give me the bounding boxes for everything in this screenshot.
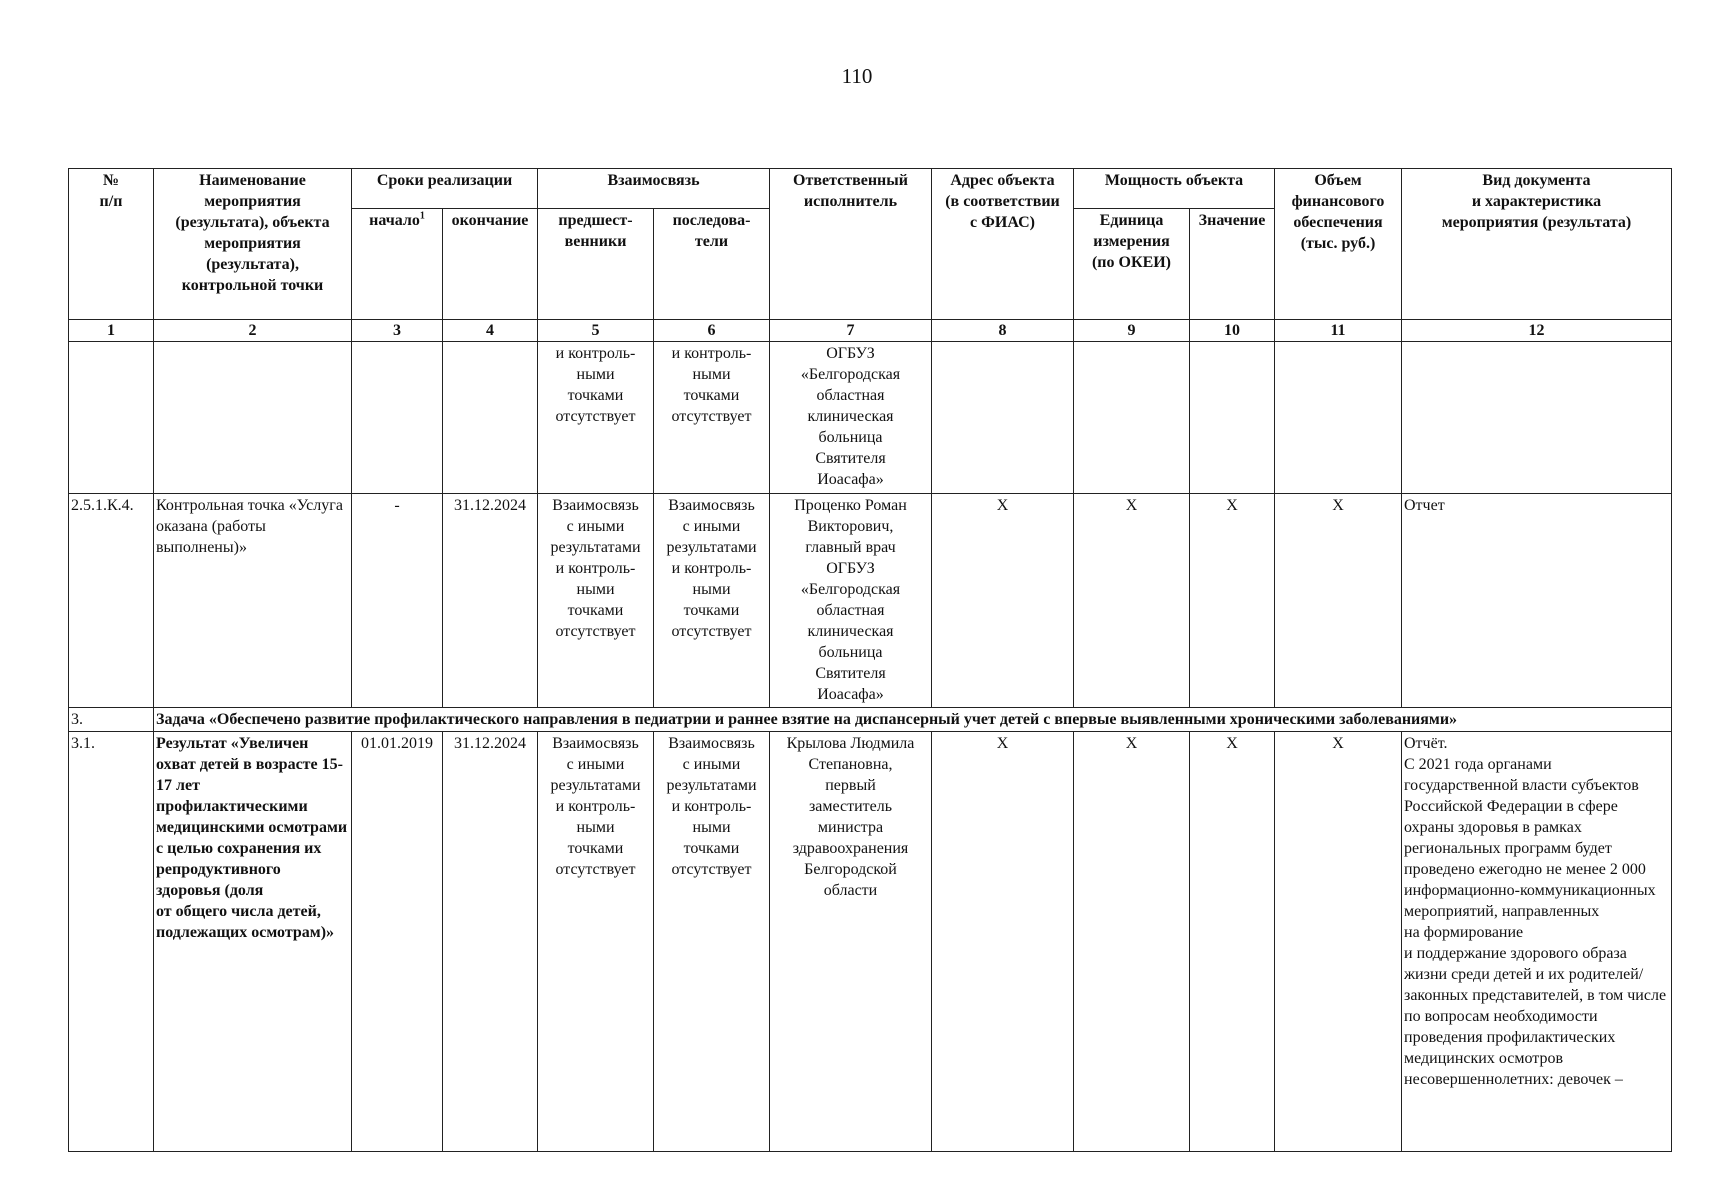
page-number: 110 [841,64,873,88]
table-row [69,732,1672,1152]
row-value: X [1190,732,1275,1152]
table-row [69,342,1672,494]
row-predecessors: Взаимосвязь с иными результатами и контроль- ными точками отсутствует [538,494,654,708]
column-number: 2 [154,320,352,342]
column-number: 5 [538,320,654,342]
row-financing: X [1275,732,1402,1152]
row-address [932,342,1074,494]
header-responsible: Ответственный исполнитель [770,169,932,320]
row-document: Отчет [1402,494,1672,708]
column-number: 7 [770,320,932,342]
row-predecessors: и контроль- ными точками отсутствует [538,342,654,494]
row-number: 2.5.1.К.4. [69,494,154,708]
task-title: Задача «Обеспечено развитие профилактического направления в педиатрии и раннее взятие на диспансерный учет детей с впервые выявленными хроническими заболеваниями» [154,708,1672,732]
row-financing [1275,342,1402,494]
row-document [1402,342,1672,494]
header-document: Вид документа и характеристика мероприятия (результата) [1402,169,1672,320]
column-number: 10 [1190,320,1275,342]
row-document: Отчёт. С 2021 года органами государственной власти субъектов Российской Федерации в сфере охраны здоровья в рамках региональных программ будет проведено ежегодно не менее 2 000 информационно-коммуникационных мероприятий, направленных на формирование и поддержание здорового образа жизни среди детей и их родителей/законных представителей, в том числе по вопросам необходимости проведения профилактических медицинских осмотров несовершеннолетних: девочек – [1402,732,1672,1152]
row-value [1190,342,1275,494]
row-name [154,342,352,494]
column-number: 11 [1275,320,1402,342]
header-link: Взаимосвязь [538,169,770,209]
plan-table [68,168,1672,1152]
header-name: Наименование мероприятия (результата), объекта мероприятия (результата), контрольной точки [154,169,352,320]
column-number: 3 [352,320,443,342]
row-address: X [932,494,1074,708]
row-start [352,342,443,494]
column-number-row [69,320,1672,342]
header-unit: Единица измерения (по ОКЕИ) [1074,209,1190,320]
table-row [69,494,1672,708]
header-financing: Объем финансового обеспечения (тыс. руб.) [1275,169,1402,320]
row-unit: X [1074,732,1190,1152]
row-responsible: Крылова Людмила Степановна, первый заместитель министра здравоохранения Белгородской области [770,732,932,1152]
row-number: 3.1. [69,732,154,1152]
row-end: 31.12.2024 [443,494,538,708]
header-end: окончание [443,209,538,320]
row-successors: Взаимосвязь с иными результатами и контроль- ными точками отсутствует [654,494,770,708]
row-number [69,342,154,494]
header-address: Адрес объекта (в соответствии с ФИАС) [932,169,1074,320]
footnote-mark: 1 [419,210,425,222]
column-number: 9 [1074,320,1190,342]
row-unit: X [1074,494,1190,708]
row-predecessors: Взаимосвязь с иными результатами и контроль- ными точками отсутствует [538,732,654,1152]
task-number: 3. [69,708,154,732]
row-end [443,342,538,494]
header-capacity: Мощность объекта [1074,169,1275,209]
row-value: X [1190,494,1275,708]
header-value: Значение [1190,209,1275,320]
row-successors: и контроль- ными точками отсутствует [654,342,770,494]
header-successors: последова- тели [654,209,770,320]
task-row [69,708,1672,732]
header-number: № п/п [69,169,154,320]
column-number: 8 [932,320,1074,342]
row-start: 01.01.2019 [352,732,443,1152]
header-dates: Сроки реализации [352,169,538,209]
row-end: 31.12.2024 [443,732,538,1152]
column-number: 4 [443,320,538,342]
row-unit [1074,342,1190,494]
row-responsible: Проценко Роман Викторович, главный врач ОГБУЗ «Белгородская областная клиническая больница Святителя Иоасафа» [770,494,932,708]
row-responsible: ОГБУЗ «Белгородская областная клиническая больница Святителя Иоасафа» [770,342,932,494]
column-number: 12 [1402,320,1672,342]
header-start [352,209,443,320]
row-start: - [352,494,443,708]
row-address: X [932,732,1074,1152]
row-name: Результат «Увеличен охват детей в возрасте 15-17 лет профилактическими медицинскими осмотрами с целью сохранения их репродуктивного здоровья (доля от общего числа детей, подлежащих осмотрам)» [154,732,352,1152]
column-number: 1 [69,320,154,342]
header-start-label: начало [369,212,420,230]
column-number: 6 [654,320,770,342]
row-financing: X [1275,494,1402,708]
header-predecessors: предшест- венники [538,209,654,320]
row-name: Контрольная точка «Услуга оказана (работы выполнены)» [154,494,352,708]
row-successors: Взаимосвязь с иными результатами и контроль- ными точками отсутствует [654,732,770,1152]
